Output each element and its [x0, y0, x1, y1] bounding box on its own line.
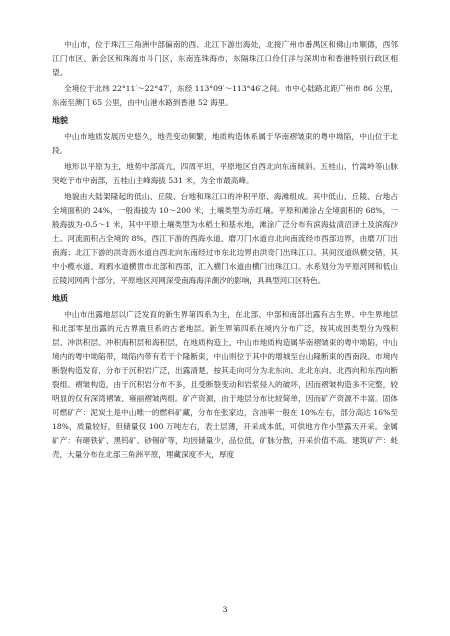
page-number: 3: [222, 605, 228, 614]
paragraph: 地形以平原为主，地势中部高亢，四周平坦，平原地区自西北向东南倾斜。五桂山、竹嵩岭等山脉突屹于市中南部，五桂山主峰海拔 531 米，为全市最高峰。: [52, 162, 398, 185]
section-landform: [52, 114, 398, 288]
section-geology: [52, 292, 398, 462]
paragraph: 地貌由大陆架隆起的低山、丘陵、台地和珠江口的冲积平原、海滩组成。其中低山、丘陵、台地占全境面积的 24%，一般海拔为 10～200 米，土壤类型为赤红壤。平原和滩涂占全境面积的 68%，一般海拔为-0.5～1 米，其中平原土壤类型为水稻土和基水地，滩涂广泛分布有滨海盐渍沼泽土及滨海沙土。河流面积占全境的 8%，西江下游的西海水道、磨刀门水道自北向南流经市西部边界，由磨刀门出南海；北江下游的洪奇沥水道自西北向东南经过市东北边界由洪奇门出珠江口。其间汊道纵横交错，其中小榄水道、鸡鸦水道横贯市北部和西部，汇入横门水道由横门出珠江口。水系划分为平原河网和低山丘陵河网两个部分，平原地区河网深受南海海洋潮汐的影响，具典型河口区特色。: [52, 192, 398, 285]
paragraph: 全境位于北纬 22°11′～22°47′，东经 113°09′～113°46′之间。市中心陆路北距广州市 86 公里，东南至澳门 65 公里，由中山港水路到香港 52 海里。: [52, 84, 398, 107]
section-intro: [52, 38, 398, 110]
paragraph: 中山市地质发展历史悠久，地壳变动频繁，地质构造体系属于华南褶皱束的粤中坳陷，中山位于北段。: [52, 132, 398, 155]
paragraph: 中山市，位于珠江三角洲中部偏南的西、北江下游出海处，北接广州市番禺区和佛山市顺德，西邻江门市区、新会区和珠海市斗门区，东南连珠海市，东隔珠江口伶仃洋与深圳市和香港特别行政区相望。: [52, 40, 398, 77]
section-heading: 地质: [52, 294, 68, 303]
section-heading: 地貌: [52, 116, 68, 125]
paragraph: 中山市出露地层以广泛发育的新生界第四系为主，在北部、中部和南部出露有古生界、中生界地层和北部零星出露的元古界震旦系的古老地层。新生界第四系在境内分布广泛，按其成因类型分为残积层、冲洪积层、冲积海积层和海积层，在地质构造上，中山市地质构造属华南褶皱束的粤中坳陷，中山境内的粤中坳陷带，坳陷内带有若干个隆断束，中山则位于其中的增城至台山隆断束的西南段。市境内断裂构造发育，分布于沉积岩广泛，出露清楚，按其走向可分为北东向、北北东向、北西向和东西向断裂组。褶皱构造，由于沉积岩分布不多，且受断裂变动和岩浆侵入的破坏，因而褶皱构造多不完整，较明显的仅有深湾褶皱、雍丽褶皱两组。矿产资源，由于地层分布比较简单，因而矿产资源不丰富。固体可燃矿产：泥炭土是中山唯一的燃料矿藏，分布在张家边，含油率一般在 10%左右，部分高达 16%至 18%，质量较好，但储量仅 100 万吨左右，表土层薄，开采成本低，可供地方作小型露天开采。金属矿产：有砸铁矿、黑钨矿、砂锡矿等，均因储量少，品位低，矿脉分散，开采价值不高。建筑矿产：蚝壳，大量分布在北部三角洲平原，埋藏深度不大，厚度: [52, 310, 398, 459]
